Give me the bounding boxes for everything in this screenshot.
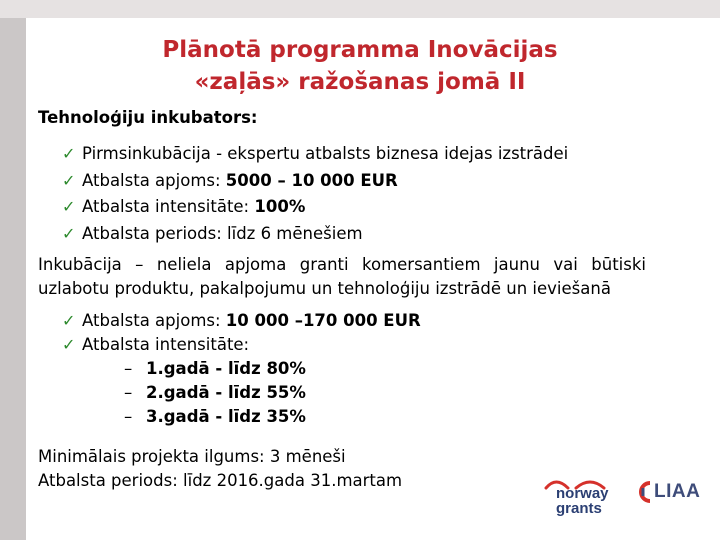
- item-value: 5000 – 10 000 EUR: [225, 170, 398, 190]
- list-item: [62, 333, 646, 357]
- liaa-text: LIAA: [654, 481, 701, 502]
- item-value: 10 000 –170 000 EUR: [225, 311, 421, 330]
- top-decor-bar: [0, 0, 720, 18]
- support-list-1: [38, 141, 646, 247]
- title-line-2: «zaļās» ražošanas jomā II: [194, 69, 526, 95]
- item-text: Atbalsta apjoms:: [82, 311, 226, 330]
- item-text: Pirmsinkubācija - ekspertu atbalsts biznesa idejas izstrādei: [82, 144, 569, 163]
- support-period: Atbalsta periods: līdz 2016.gada 31.martam: [38, 471, 403, 490]
- incubation-paragraph: Inkubācija – neliela apjoma granti komersantiem jaunu vai būtiski uzlabotu produktu, pakalpojumu un tehnoloģiju izstrādē un ieviešanā: [38, 255, 646, 298]
- dash-icon: –: [124, 383, 133, 402]
- item-text: Atbalsta intensitāte:: [82, 197, 255, 216]
- check-icon: ✓: [62, 223, 76, 243]
- list-item: [124, 381, 646, 405]
- check-icon: ✓: [62, 144, 76, 163]
- grants-word: grants: [556, 500, 602, 517]
- support-list-2: [38, 309, 646, 357]
- dash-icon: –: [124, 359, 133, 378]
- check-icon: ✓: [62, 335, 76, 354]
- intensity-sublist: [38, 357, 646, 429]
- list-item: [62, 309, 646, 333]
- item-text: 3.gadā - līdz 35%: [146, 407, 306, 426]
- slide-content: [38, 106, 646, 493]
- list-item: [124, 405, 646, 429]
- min-duration: Minimālais projekta ilgums: 3 mēneši: [38, 447, 346, 466]
- item-text: 1.gadā - līdz 80%: [146, 359, 306, 378]
- check-icon: ✓: [62, 197, 76, 216]
- item-text: Atbalsta periods: līdz 6 mēnešiem: [82, 223, 363, 243]
- list-item: [62, 168, 646, 195]
- check-icon: ✓: [62, 170, 76, 190]
- norway-grants-text: [556, 486, 609, 516]
- title-line-1: Plānotā programma Inovācijas: [162, 37, 558, 63]
- item-text: Atbalsta apjoms:: [82, 170, 226, 190]
- list-item: [62, 194, 646, 221]
- dash-icon: –: [124, 407, 133, 426]
- left-decor-bar: [0, 18, 26, 540]
- list-item: [62, 221, 646, 248]
- list-item: [62, 141, 646, 168]
- section-heading: Tehnoloģiju inkubators:: [38, 108, 258, 127]
- item-text: Atbalsta intensitāte:: [82, 335, 250, 354]
- list-item: [124, 357, 646, 381]
- norway-word: norway: [556, 485, 609, 502]
- check-icon: ✓: [62, 311, 76, 330]
- item-value: 100%: [254, 197, 306, 216]
- item-text: 2.gadā - līdz 55%: [146, 383, 306, 402]
- slide-title: [40, 34, 680, 98]
